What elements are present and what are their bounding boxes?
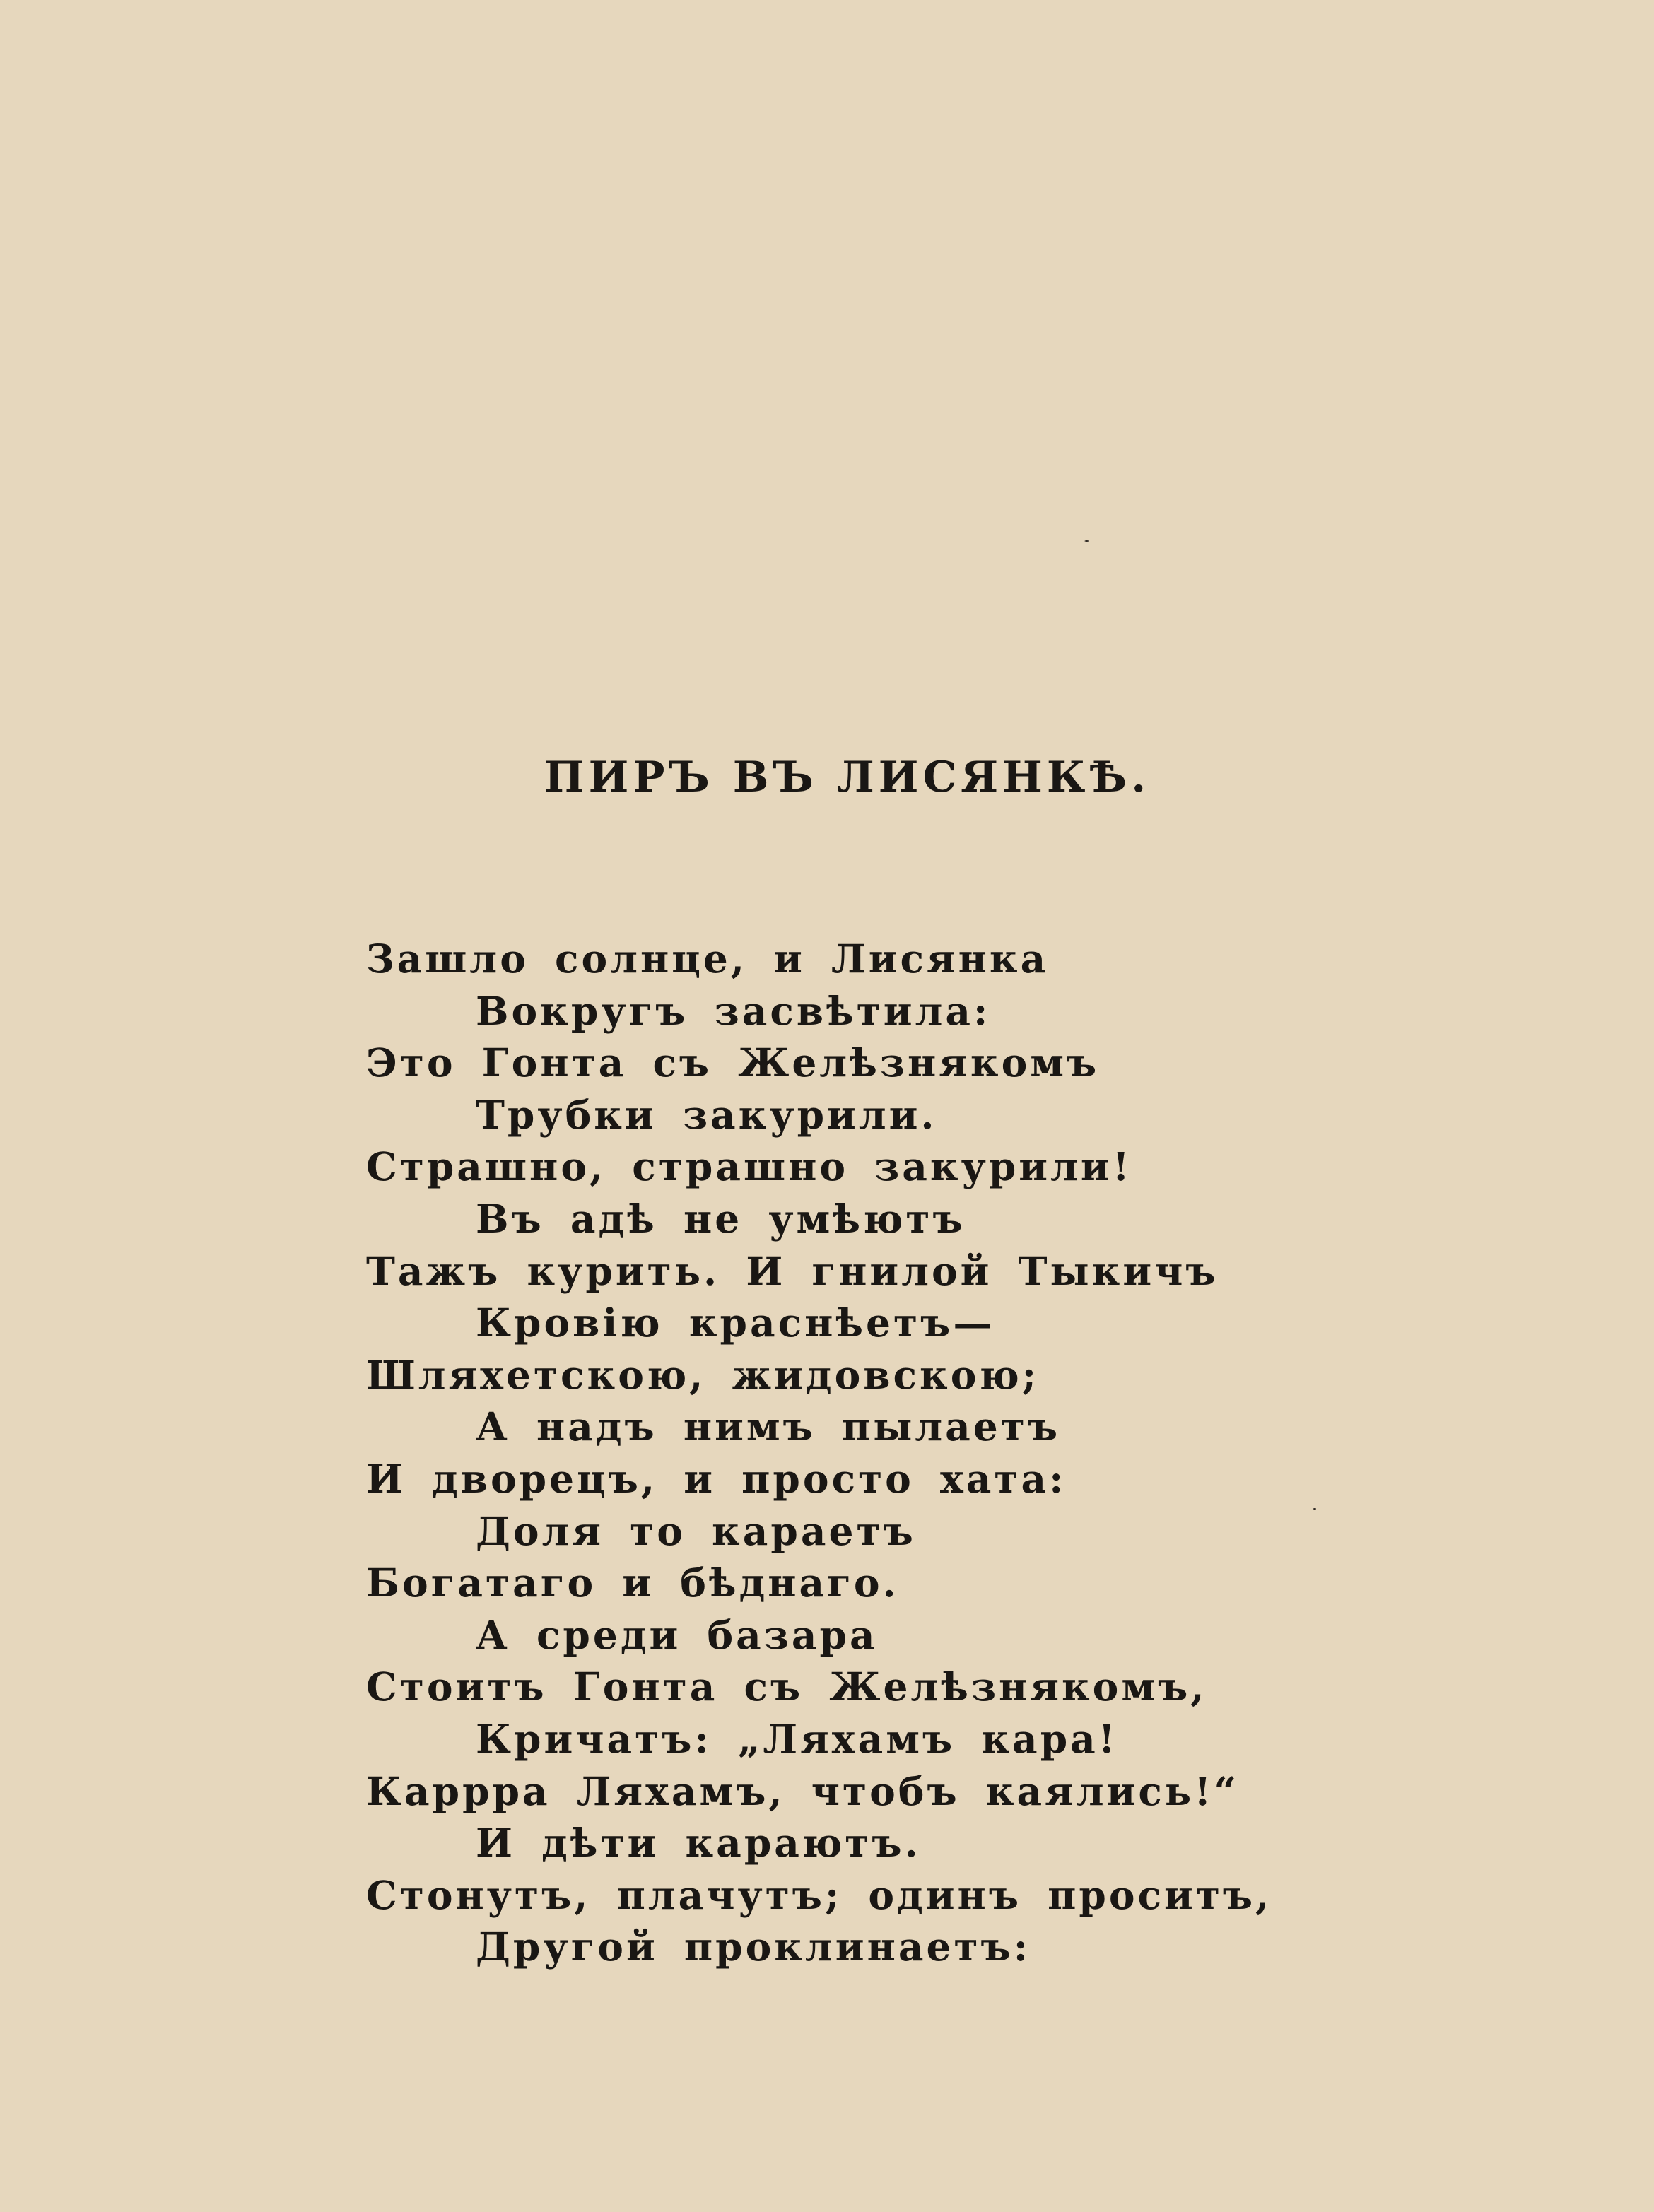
poem-line: Тажъ курить. И гнилой Тыкичъ (366, 1247, 1219, 1294)
poem-line: Это Гонта съ Желѣзнякомъ (366, 1040, 1100, 1086)
poem-line: Доля то караетъ (476, 1507, 916, 1554)
poem-line: И дѣти караютъ. (476, 1820, 921, 1866)
poem-body (366, 933, 1299, 1973)
poem-line: И дворецъ, и просто хата: (366, 1455, 1067, 1502)
poem-line: Шляхетскою, жидовскою; (366, 1351, 1040, 1398)
ink-speck (1313, 1508, 1316, 1510)
poem-line: Стонутъ, плачутъ; одинъ проситъ, (366, 1871, 1272, 1918)
poem-line: А среди базара (476, 1611, 878, 1658)
poem-line: Страшно, страшно закурили! (366, 1143, 1132, 1190)
poem-line: Другой проклинаетъ: (476, 1924, 1031, 1970)
poem-line: Кровію краснѣетъ— (476, 1300, 995, 1346)
poem-line: Въ адѣ не умѣютъ (476, 1195, 966, 1242)
poem-line: Зашло солнце, и Лисянка (366, 936, 1049, 982)
poem-title: ПИРЪ ВЪ ЛИСЯНКѢ. (544, 753, 1151, 802)
poem-line: Трубки закурили. (476, 1091, 937, 1138)
poem-line: Каррра Ляхамъ, чтобъ каялись!“ (366, 1767, 1239, 1814)
ink-speck (1084, 540, 1089, 542)
poem-line: Вокругъ засвѣтила: (476, 987, 991, 1034)
poem-line: Богатаго и бѣднаго. (366, 1560, 899, 1606)
poem-line: Кричатъ: „Ляхамъ кара! (476, 1715, 1118, 1762)
poem-line: Стоитъ Гонта съ Желѣзнякомъ, (366, 1664, 1207, 1710)
poem-line: А надъ нимъ пылаетъ (476, 1404, 1061, 1450)
